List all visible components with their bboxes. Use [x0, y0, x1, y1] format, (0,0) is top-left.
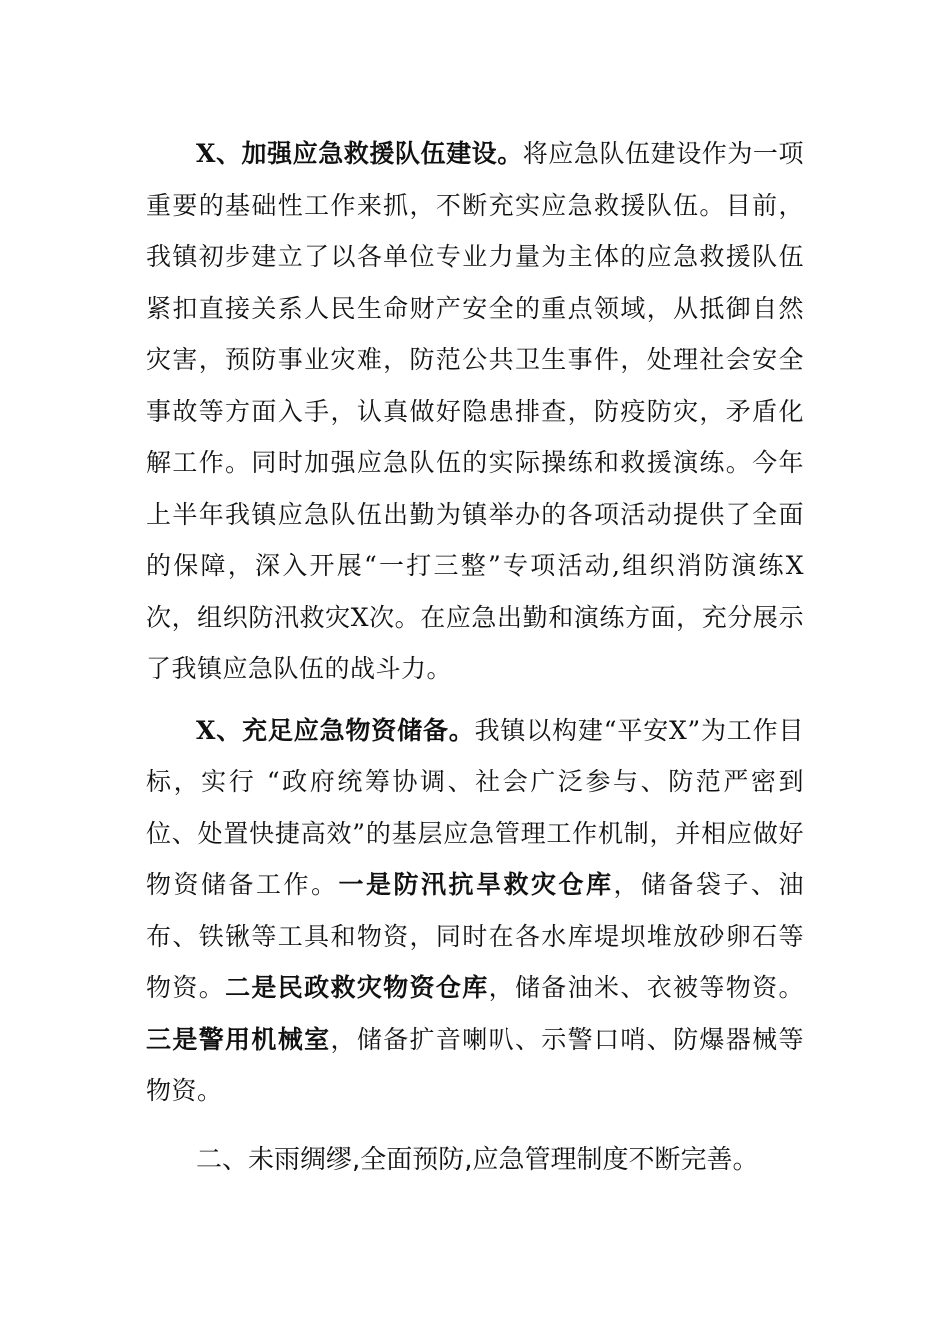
paragraph-text: 我镇以构建“平安X”为工作目标，实行 “政府统筹协调、社会广泛参与、防范严密到位、处置快捷高效”的基层应急管理工作机制，并相应做好物资储备工作。 — [146, 715, 804, 899]
paragraph-text: ，储备扩音喇叭、示警口哨、防爆器械等物资。 — [146, 1024, 804, 1105]
paragraph-lead: X、充足应急物资储备。 — [196, 715, 475, 745]
paragraph-lead: X、加强应急救援队伍建设。 — [196, 139, 523, 168]
document-body — [146, 128, 804, 1186]
section-heading: 二、未雨绸缪,全面预防,应急管理制度不断完善。 — [196, 1144, 759, 1175]
paragraph-text: 将应急队伍建设作为一项重要的基础性工作来抓，不断充实应急救援队伍。目前，我镇初步建立了以各单位专业力量为主体的应急救援队伍紧扣直接关系人民生命财产安全的重点领域，从抵御自然灾害，预防事业灾难，防范公共卫生事件，处理社会安全事故等方面入手，认真做好隐患排查，防疫防灾，矛盾化解工作。同时加强应急队伍的实际操练和救援演练。今年上半年我镇应急队伍出勤为镇举办的各项活动提供了全面的保障，深入开展“一打三整”专项活动,组织消防演练X次，组织防汛救灾X次。在应急出勤和演练方面，充分展示了我镇应急队伍的战斗力。 — [146, 139, 804, 683]
paragraph-text: ，储备袋子、油布、铁锹等工具和物资，同时在各水库堤坝堆放砂卵石等物资。 — [146, 870, 804, 1002]
bold-item-police-equipment-room: 三是警用机械室 — [146, 1024, 331, 1054]
paragraph-emergency-supplies — [146, 705, 804, 1117]
bold-item-flood-warehouse: 一是防汛抗旱救灾仓库 — [338, 870, 614, 899]
bold-item-civil-affairs-warehouse: 二是民政救灾物资仓库 — [225, 973, 489, 1002]
paragraph-text: ，储备油米、衣被等物资。 — [488, 973, 804, 1002]
paragraph-emergency-team — [146, 128, 804, 695]
